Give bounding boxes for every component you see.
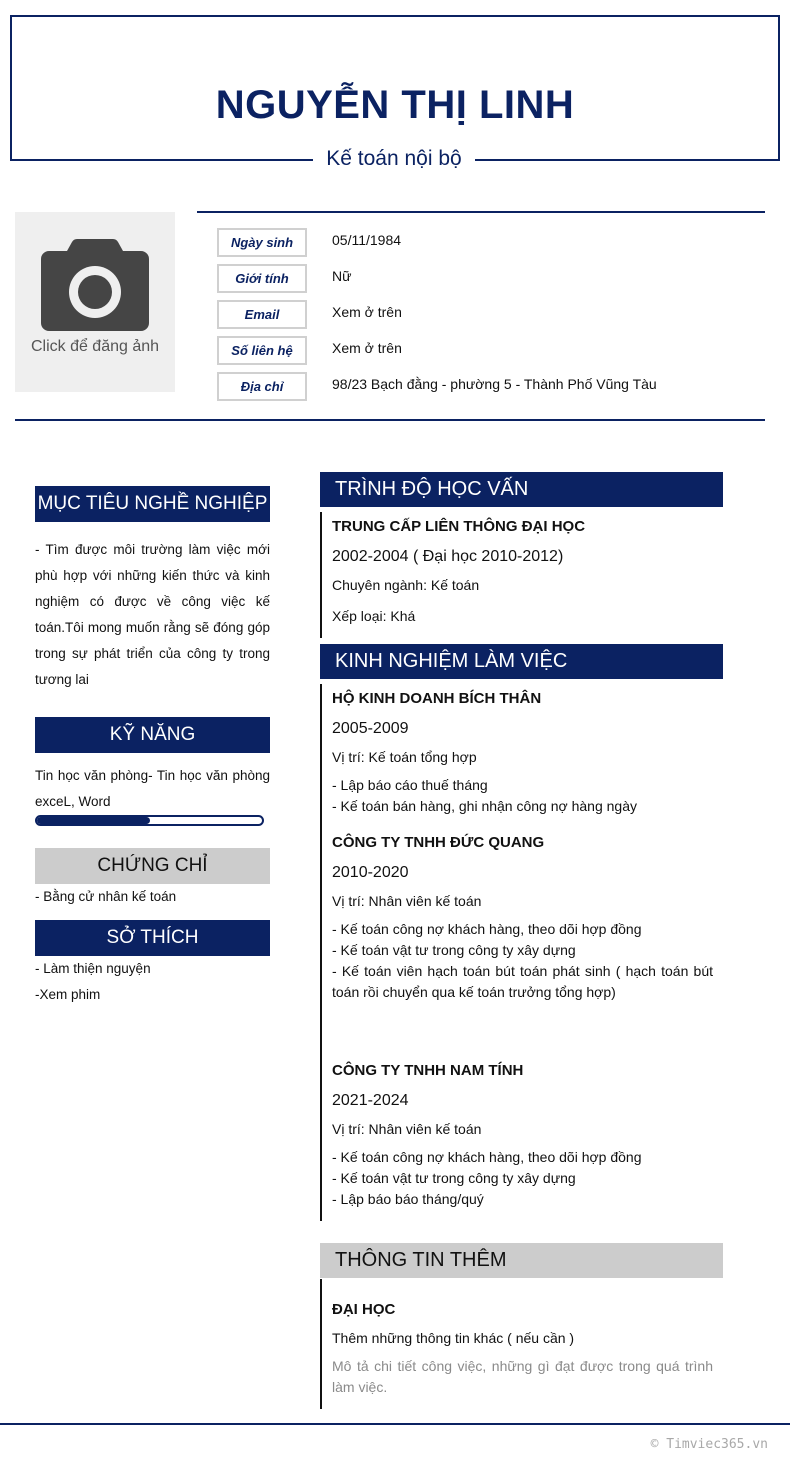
- additional-description[interactable]: Mô tả chi tiết công việc, những gì đạt được trong quá trình làm việc.: [332, 1358, 713, 1395]
- education-major[interactable]: Chuyên ngành: Kế toán: [332, 577, 480, 593]
- info-label-birthdate: Ngày sinh: [217, 228, 307, 257]
- info-value-gender[interactable]: Nữ: [332, 268, 352, 284]
- candidate-name[interactable]: NGUYỄN THỊ LINH: [215, 83, 575, 127]
- job-company[interactable]: HỘ KINH DOANH BÍCH THÂN: [332, 690, 542, 707]
- info-divider-bottom: [15, 419, 765, 421]
- hobby-item[interactable]: -Xem phim: [35, 987, 101, 1002]
- job-duty[interactable]: - Kế toán vật tư trong công ty xây dựng: [332, 942, 576, 958]
- info-value-email[interactable]: Xem ở trên: [332, 304, 402, 320]
- photo-upload-label: Click để đăng ảnh: [30, 338, 160, 355]
- header-box: [10, 15, 780, 161]
- education-grade[interactable]: Xếp loại: Khá: [332, 608, 416, 624]
- job-period[interactable]: 2010-2020: [332, 864, 409, 881]
- job-duty[interactable]: - Kế toán viên hạch toán bút toán phát sinh ( hạch toán bút toán rồi chuyển qua kế toán trưởng tổng hợp): [332, 963, 713, 1000]
- job-company[interactable]: CÔNG TY TNHH ĐỨC QUANG: [332, 834, 545, 851]
- camera-icon: [41, 237, 149, 333]
- job-title[interactable]: Kế toán nội bộ: [313, 144, 475, 176]
- skills-heading: KỸ NĂNG: [35, 717, 270, 753]
- info-label-email: Email: [217, 300, 307, 329]
- footer-divider: [0, 1423, 790, 1425]
- info-label-phone: Số liên hệ: [217, 336, 307, 365]
- info-value-birthdate[interactable]: 05/11/1984: [332, 232, 402, 248]
- info-value-phone[interactable]: Xem ở trên: [332, 340, 402, 356]
- hobby-item[interactable]: - Làm thiện nguyện: [35, 961, 151, 976]
- additional-title[interactable]: ĐẠI HỌC: [332, 1301, 396, 1318]
- experience-heading: KINH NGHIỆM LÀM VIỆC: [320, 644, 723, 679]
- info-divider-top: [197, 211, 765, 213]
- section-timeline-line: [320, 1279, 322, 1409]
- job-duty[interactable]: - Kế toán vật tư trong công ty xây dựng: [332, 1170, 576, 1186]
- objective-heading: MỤC TIÊU NGHỀ NGHIỆP: [35, 486, 270, 522]
- avatar-upload[interactable]: [15, 212, 175, 392]
- info-label-gender: Giới tính: [217, 264, 307, 293]
- job-company[interactable]: CÔNG TY TNHH NAM TÍNH: [332, 1062, 524, 1079]
- job-duty[interactable]: - Kế toán công nợ khách hàng, theo dõi hợp đồng: [332, 921, 642, 937]
- info-value-address[interactable]: 98/23 Bạch đằng - phường 5 - Thành Phố Vũng Tàu: [332, 376, 657, 392]
- skill-level-bar: [35, 815, 264, 826]
- copyright-text: © Timviec365.vn: [650, 1437, 768, 1452]
- additional-heading: THÔNG TIN THÊM: [320, 1243, 723, 1278]
- hobbies-heading: SỞ THÍCH: [35, 920, 270, 956]
- education-period[interactable]: 2002-2004 ( Đại học 2010-2012): [332, 548, 564, 565]
- job-duty[interactable]: - Lập báo cáo thuế tháng: [332, 777, 488, 793]
- info-label-address: Địa chỉ: [217, 372, 307, 401]
- skill-level-fill: [37, 817, 150, 824]
- job-duty[interactable]: - Lập báo báo tháng/quý: [332, 1191, 484, 1207]
- job-position[interactable]: Vị trí: Nhân viên kế toán: [332, 893, 482, 909]
- section-timeline-line: [320, 512, 322, 638]
- job-period[interactable]: 2021-2024: [332, 1092, 409, 1109]
- section-timeline-line: [320, 684, 322, 1221]
- objective-text[interactable]: - Tìm được môi trường làm việc mới phù hợp với những kiến thức và kinh nghiệm có được về công việc kế toán.Tôi mong muốn rằng sẽ đóng góp trong sự phát triển của công ty trong tương lai: [35, 542, 270, 687]
- job-position[interactable]: Vị trí: Kế toán tổng hợp: [332, 749, 477, 765]
- education-heading: TRÌNH ĐỘ HỌC VẤN: [320, 472, 723, 507]
- skill-item-name[interactable]: Tin học văn phòng- Tin học văn phòng exceL, Word: [35, 768, 270, 809]
- certificates-heading: CHỨNG CHỈ: [35, 848, 270, 884]
- job-period[interactable]: 2005-2009: [332, 720, 409, 737]
- education-school[interactable]: TRUNG CẤP LIÊN THÔNG ĐẠI HỌC: [332, 518, 586, 535]
- job-duty[interactable]: - Kế toán bán hàng, ghi nhận công nợ hàng ngày: [332, 798, 637, 814]
- job-position[interactable]: Vị trí: Nhân viên kế toán: [332, 1121, 482, 1137]
- job-duty[interactable]: - Kế toán công nợ khách hàng, theo dõi hợp đồng: [332, 1149, 642, 1165]
- additional-line[interactable]: Thêm những thông tin khác ( nếu cần ): [332, 1330, 575, 1346]
- certificate-item[interactable]: - Bằng cử nhân kế toán: [35, 889, 177, 904]
